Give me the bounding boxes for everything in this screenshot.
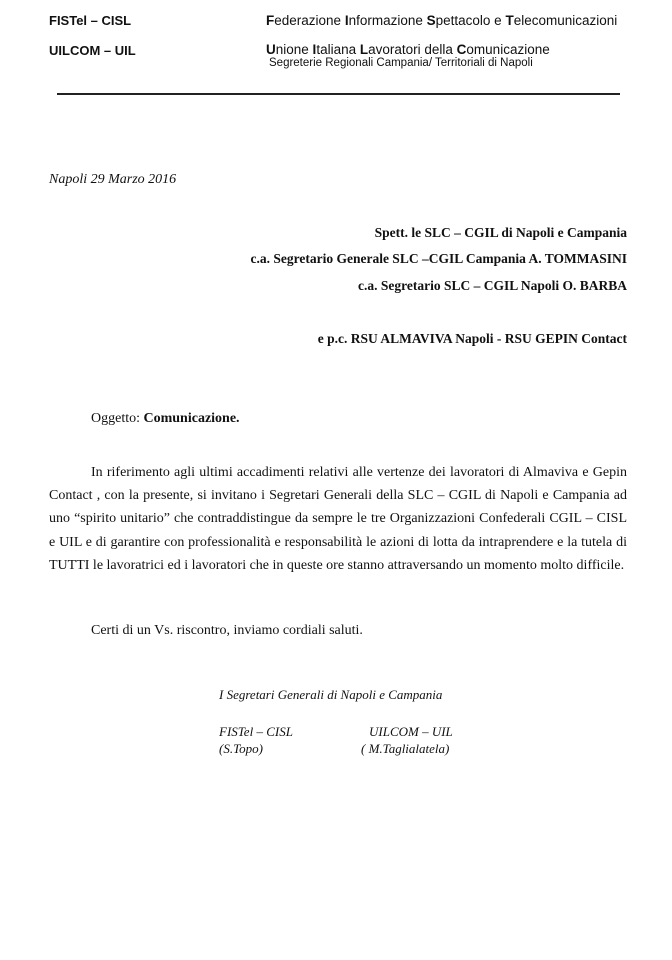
signature-right-org: UILCOM – UIL [369, 724, 453, 739]
signature-right-name: ( M.Taglialatela) [361, 741, 450, 756]
signature-left-org: FISTel – CISL [219, 724, 293, 739]
closing-line: Certi di un Vs. riscontro, inviamo cordiali saluti. [91, 623, 363, 638]
subject-line: Oggetto: Comunicazione. [91, 411, 240, 426]
recipient-line: c.a. Segretario Generale SLC –CGIL Campania A. TOMMASINI [250, 251, 627, 266]
header-divider [57, 93, 620, 95]
signature-title: I Segretari Generali di Napoli e Campania [219, 687, 443, 702]
left-org-uilcom: UILCOM – UIL [49, 43, 136, 58]
recipient-line: Spett. le SLC – CGIL di Napoli e Campania [374, 225, 627, 240]
letter-date: Napoli 29 Marzo 2016 [49, 172, 177, 187]
letter-body: In riferimento agli ultimi accadimenti relativi alle vertenze dei lavoratori di Almaviva e Gepin Contact , con la presente, si invitano i Segretari Generali della SLC – CGIL di Napoli e Campania ad uno “spirito unitario” che contraddistingue da sempre le tre Organizzazioni Confederali CGIL – CISL e UIL e di garantire con professionalità e responsabilità le azioni di lotta da intraprendere e la tutela di TUTTI le lavoratrici ed i lavoratori che in queste ore stanno attraversando un momento molto difficile. [49, 465, 627, 573]
right-org-subtitle: Segreterie Regionali Campania/ Territoriali di Napoli [269, 57, 533, 69]
signature-left-name: (S.Topo) [219, 741, 263, 756]
left-org-fistel: FISTel – CISL [49, 13, 132, 28]
right-org-federazione: Federazione Informazione Spettacolo e Telecomunicazioni [266, 13, 618, 28]
cc-line: e p.c. RSU ALMAVIVA Napoli - RSU GEPIN Contact [317, 331, 627, 346]
recipient-line: c.a. Segretario SLC – CGIL Napoli O. BARBA [357, 278, 627, 293]
right-org-unione: Unione Italiana Lavoratori della Comunicazione [266, 42, 550, 57]
